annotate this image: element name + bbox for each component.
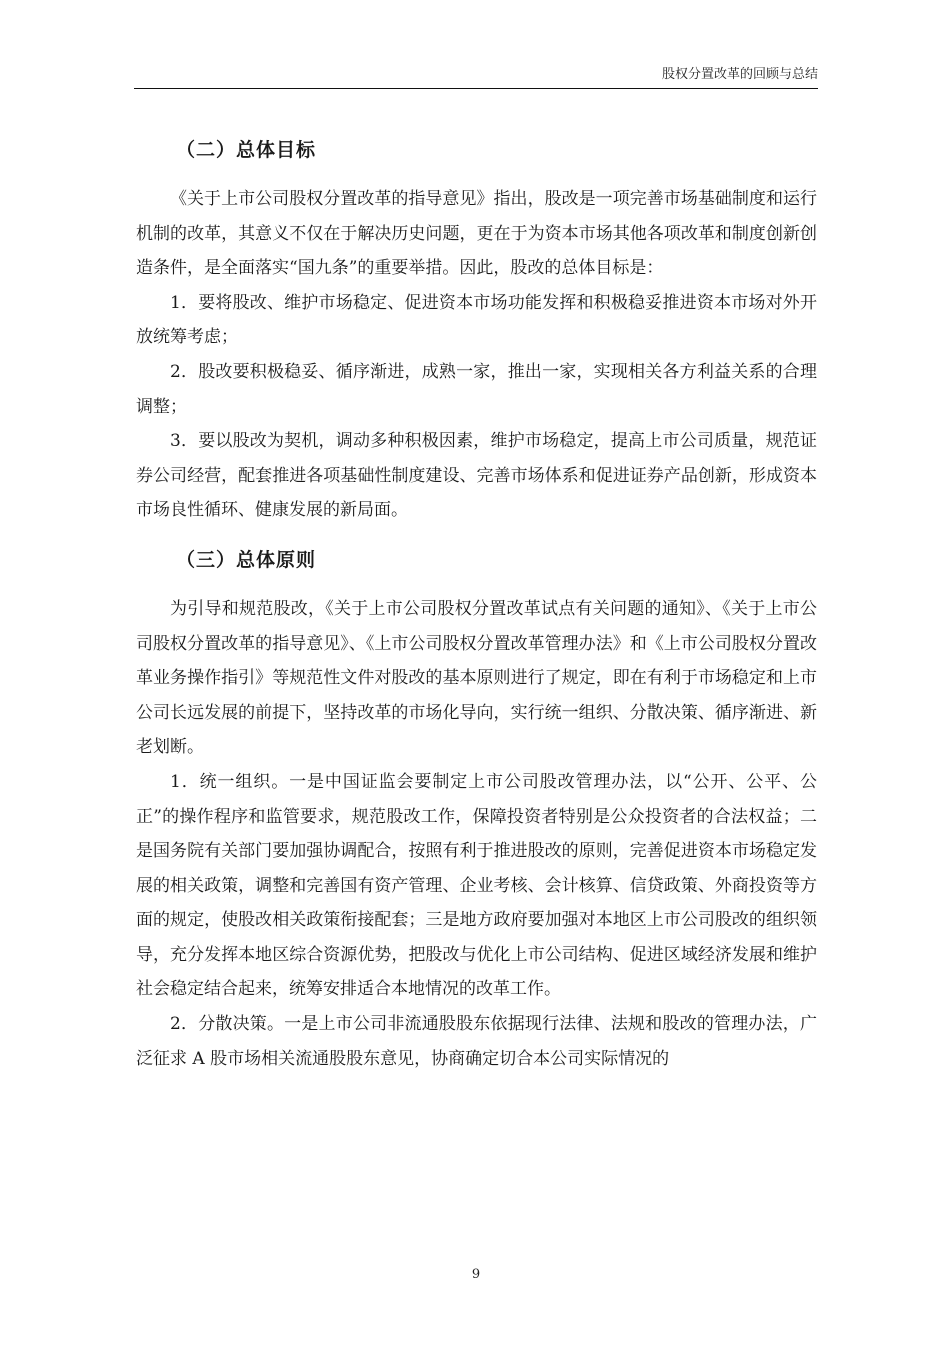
list-item: 1．统一组织。一是中国证监会要制定上市公司股改管理办法，以“公开、公平、公正”的操作程序和监管要求，规范股改工作，保障投资者特别是公众投资者的合法权益；二是国务院有关部门要加强协调配合，按照有利于推进股改的原则，完善促进资本市场稳定发展的相关政策，调整和完善国有资产管理、企业考核、会计核算、信贷政策、外商投资等方面的规定，使股改相关政策衔接配套；三是地方政府要加强对本地区上市公司股改的组织领导，充分发挥本地区综合资源优势，把股改与优化上市公司结构、促进区域经济发展和维护社会稳定结合起来，统筹安排适合本地情况的改革工作。: [136, 771, 817, 1000]
page-body: [136, 130, 817, 1076]
section-heading-overall-principles: （三）总体原则: [176, 548, 317, 571]
list-item: 3．要以股改为契机，调动多种积极因素，维护市场稳定，提高上市公司质量，规范证券公司经营，配套推进各项基础性制度建设、完善市场体系和促进证券产品创新，形成资本市场良性循环、健康发展的新局面。: [136, 431, 817, 521]
list-item: 2．分散决策。一是上市公司非流通股股东依据现行法律、法规和股改的管理办法，广泛征求 A 股市场相关流通股股东意见，协商确定切合本公司实际情况的: [136, 1014, 817, 1069]
paragraph: 为引导和规范股改，《关于上市公司股权分置改革试点有关问题的通知》、《关于上市公司股权分置改革的指导意见》、《上市公司股权分置改革管理办法》和《上市公司股权分置改革业务操作指引》等规范性文件对股改的基本原则进行了规定，即在有利于市场稳定和上市公司长远发展的前提下，坚持改革的市场化导向，实行统一组织、分散决策、循序渐进、新老划断。: [136, 598, 817, 758]
page-number: 9: [471, 1267, 481, 1282]
section-heading-overall-goals: （二）总体目标: [176, 139, 317, 161]
running-header: 股权分置改革的回顾与总结: [661, 67, 818, 82]
paragraph: 《关于上市公司股权分置改革的指导意见》指出，股改是一项完善市场基础制度和运行机制的改革，其意义不仅在于解决历史问题，更在于为资本市场其他各项改革和制度创新创造条件，是全面落实“国九条”的重要举措。因此，股改的总体目标是：: [136, 189, 817, 279]
list-item: 1．要将股改、维护市场稳定、促进资本市场功能发挥和积极稳妥推进资本市场对外开放统筹考虑；: [136, 292, 817, 348]
header-rule: [134, 88, 818, 89]
list-item: 2．股改要积极稳妥、循序渐进，成熟一家，推出一家，实现相关各方利益关系的合理调整；: [136, 361, 817, 417]
